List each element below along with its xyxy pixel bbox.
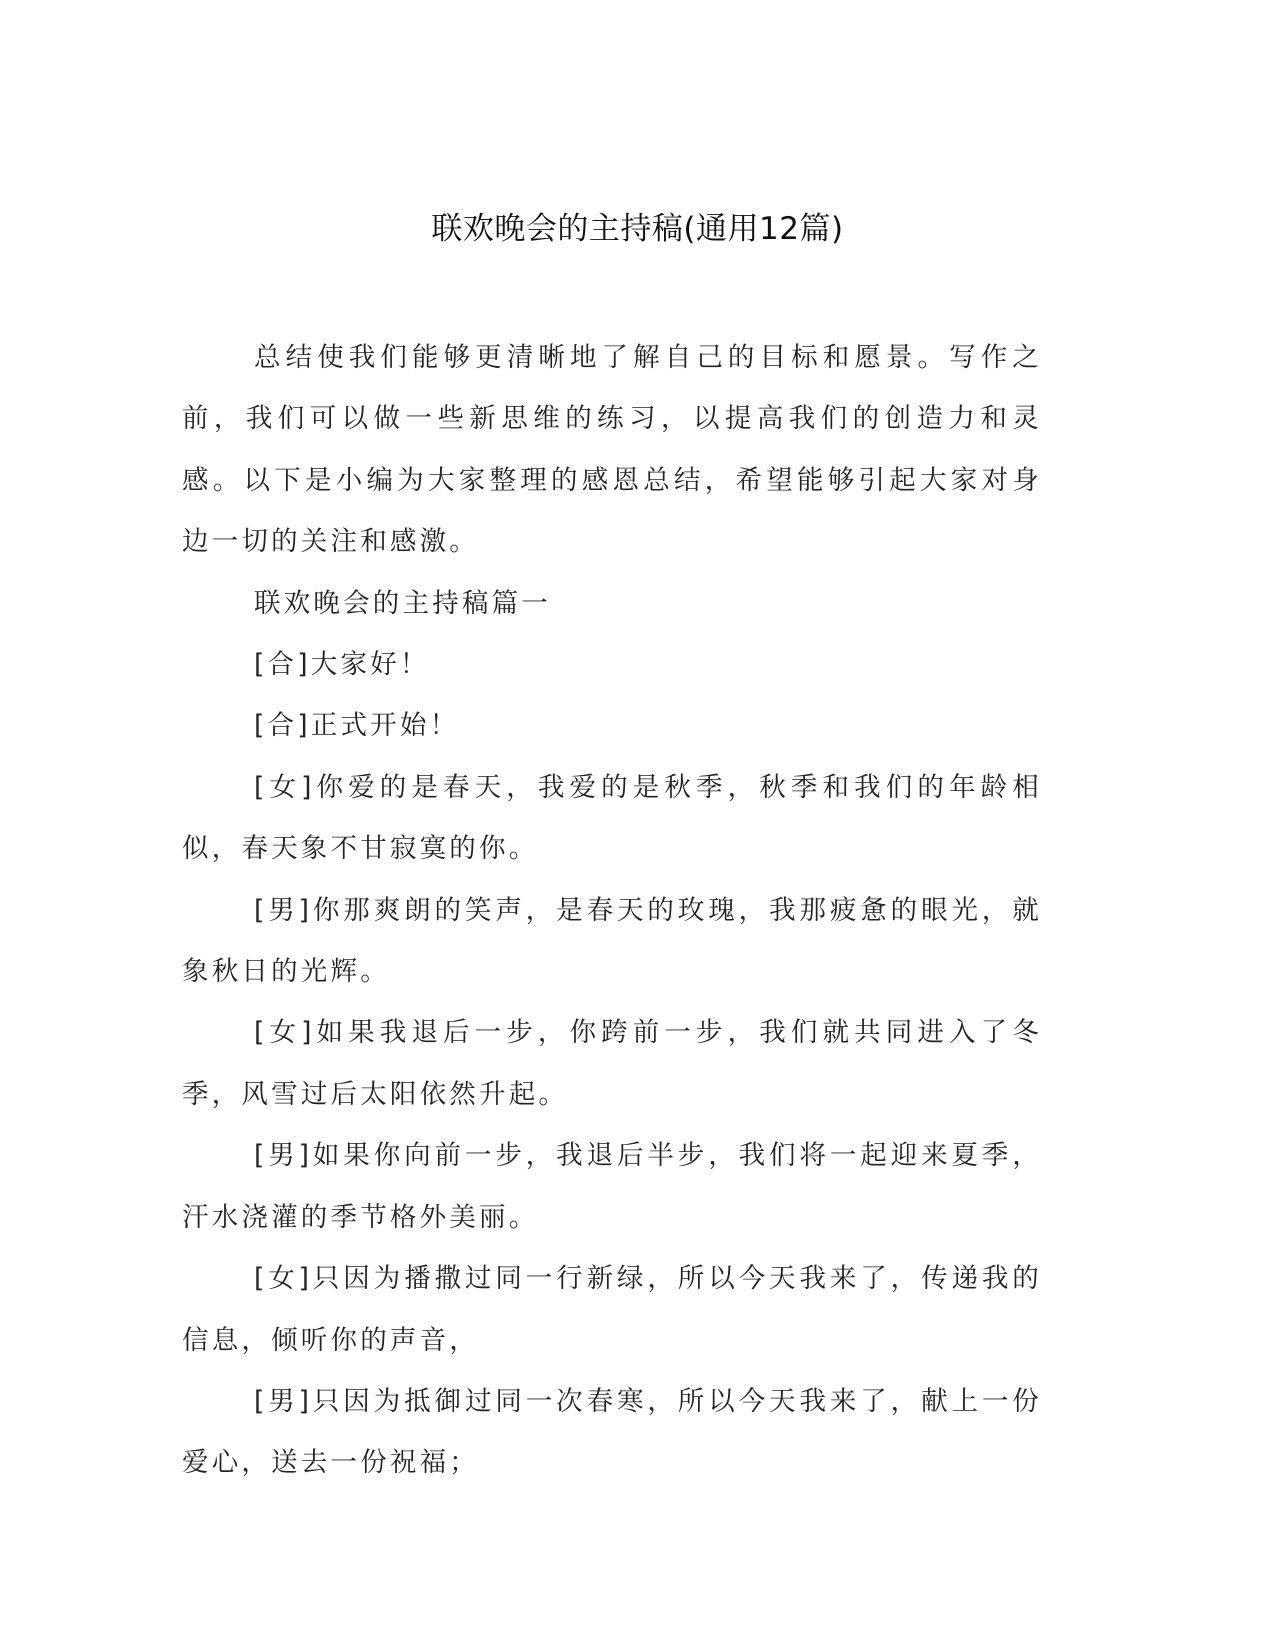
script-line: [男]你那爽朗的笑声，是春天的玫瑰，我那疲惫的眼光，就象秋日的光辉。 bbox=[182, 894, 1042, 988]
script-line: [合]正式开始！ bbox=[254, 710, 460, 742]
document-title: 联欢晚会的主持稿(通用12篇) bbox=[431, 211, 844, 247]
script-line: [女]只因为播撒过同一行新绿，所以今天我来了，传递我的信息，倾听你的声音， bbox=[182, 1263, 1042, 1356]
script-line: [女]如果我退后一步，你跨前一步，我们就共同进入了冬季，风雪过后太阳依然升起。 bbox=[182, 1017, 1042, 1110]
script-line: [女]你爱的是春天，我爱的是秋季，秋季和我们的年龄相似，春天象不甘寂寞的你。 bbox=[182, 771, 1042, 865]
intro-paragraph: 总结使我们能够更清晰地了解自己的目标和愿景。写作之前，我们可以做一些新思维的练习，以提高我们的创造力和灵感。以下是小编为大家整理的感恩总结，希望能够引起大家对身边一切的关注和感激。 bbox=[182, 342, 1042, 558]
section-heading: 联欢晚会的主持稿篇一 bbox=[254, 587, 551, 619]
document-body bbox=[182, 327, 1042, 1494]
script-line: [男]只因为抵御过同一次春寒，所以今天我来了，献上一份爱心，送去一份祝福； bbox=[182, 1385, 1042, 1479]
script-line: [合]大家好！ bbox=[254, 649, 430, 681]
script-line: [男]如果你向前一步，我退后半步，我们将一起迎来夏季，汗水浇灌的季节格外美丽。 bbox=[182, 1140, 1042, 1233]
